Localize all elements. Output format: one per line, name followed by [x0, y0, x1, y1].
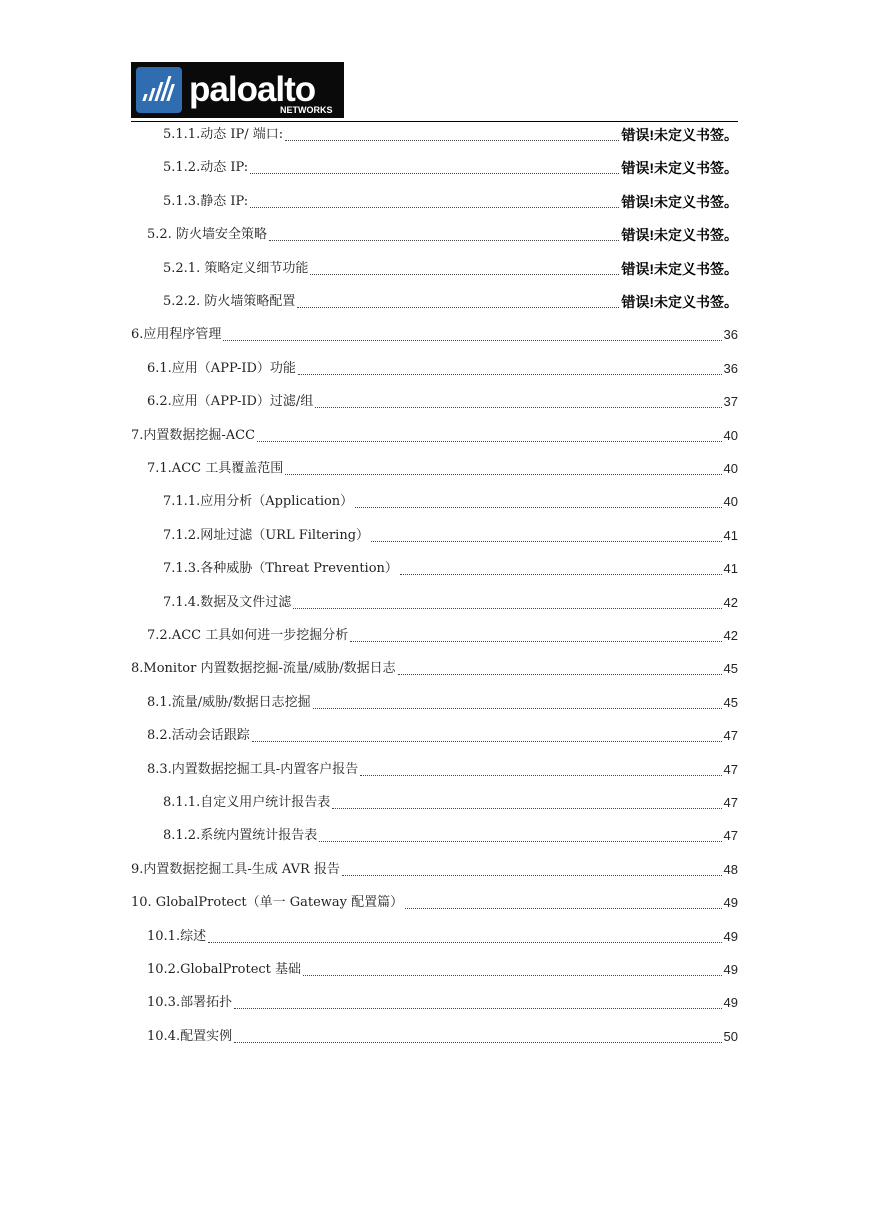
toc-entry[interactable]: [147, 926, 738, 946]
toc-entry[interactable]: [163, 258, 738, 278]
toc-entry[interactable]: [147, 391, 738, 411]
toc-entry-title: 8.1.流量/威胁/数据日志挖掘: [147, 694, 311, 710]
toc-entry-error-text: 错误!未定义书签。: [621, 193, 738, 210]
toc-dot-leader: [234, 1028, 721, 1043]
toc-entry[interactable]: [131, 859, 738, 879]
toc-entry-title: 10.1.综述: [147, 928, 207, 944]
toc-entry[interactable]: [163, 558, 738, 578]
toc-entry-title: 7.1.ACC 工具覆盖范围: [147, 461, 284, 476]
toc-entry-title: 10.3.部署拓扑: [147, 995, 233, 1011]
toc-dot-leader: [405, 894, 721, 909]
toc-entry-title: 10.2.GlobalProtect 基础: [147, 962, 302, 977]
toc-entry-page-number: 42: [723, 628, 738, 643]
toc-entry[interactable]: [163, 592, 738, 612]
paloalto-networks-logo: [131, 62, 344, 118]
toc-dot-leader: [371, 527, 721, 542]
toc-entry-title: 6.1.应用（APP-ID）功能: [147, 360, 296, 376]
toc-entry-page-number: 42: [723, 594, 738, 610]
header-divider: [131, 121, 738, 122]
toc-dot-leader: [223, 326, 721, 341]
toc-dot-leader: [285, 126, 619, 141]
toc-entry[interactable]: [147, 625, 738, 645]
toc-entry-title: 8.1.1.自定义用户统计报告表: [163, 795, 331, 810]
toc-dot-leader: [285, 460, 721, 475]
toc-dot-leader: [360, 761, 721, 776]
toc-entry-error-text: 错误!未定义书签。: [621, 294, 738, 310]
toc-dot-leader: [319, 827, 721, 842]
toc-entry[interactable]: [147, 692, 738, 712]
toc-entry-title: 7.2.ACC 工具如何进一步挖掘分析: [147, 628, 349, 643]
toc-entry[interactable]: [147, 992, 738, 1012]
toc-dot-leader: [297, 293, 619, 308]
toc-dot-leader: [342, 861, 722, 876]
toc-entry-page-number: 49: [723, 928, 738, 944]
toc-dot-leader: [234, 994, 721, 1009]
toc-entry-page-number: 45: [723, 661, 738, 677]
toc-entry-error-text: 错误!未定义书签。: [621, 160, 738, 177]
toc-entry-title: 7.1.3.各种威胁（Threat Prevention）: [163, 561, 398, 577]
toc-dot-leader: [208, 928, 721, 943]
toc-dot-leader: [269, 226, 619, 241]
toc-entry[interactable]: [163, 525, 738, 545]
toc-entry-title: 6.应用程序管理: [131, 327, 222, 343]
toc-entry-page-number: 40: [723, 461, 738, 476]
toc-entry[interactable]: [163, 792, 738, 812]
toc-entry-page-number: 45: [723, 694, 738, 710]
toc-entry-page-number: 47: [723, 761, 738, 777]
toc-entry[interactable]: [147, 1026, 738, 1046]
toc-entry-title: 5.2. 防火墙安全策略: [147, 227, 267, 243]
toc-entry[interactable]: [163, 157, 738, 177]
toc-dot-leader: [293, 594, 721, 609]
toc-entry-error-text: 错误!未定义书签。: [621, 260, 738, 277]
toc-entry-page-number: 47: [723, 828, 738, 844]
toc-entry[interactable]: [147, 759, 738, 779]
toc-entry-page-number: 48: [723, 861, 738, 877]
toc-dot-leader: [252, 727, 722, 742]
logo-sub-text: NETWORKS: [280, 105, 333, 115]
toc-entry[interactable]: [131, 892, 738, 912]
toc-dot-leader: [257, 427, 721, 442]
toc-entry[interactable]: [147, 959, 738, 979]
toc-entry-title: 8.1.2.系统内置统计报告表: [163, 828, 318, 844]
toc-entry-page-number: 47: [723, 728, 738, 744]
toc-entry[interactable]: [131, 658, 738, 678]
toc-entry-title: 7.1.4.数据及文件过滤: [163, 594, 292, 610]
toc-entry[interactable]: [147, 725, 738, 745]
toc-entry-page-number: 36: [723, 327, 738, 343]
toc-entry-title: 5.2.1. 策略定义细节功能: [163, 260, 309, 276]
toc-dot-leader: [398, 660, 722, 675]
toc-dot-leader: [350, 627, 721, 642]
toc-entry[interactable]: [131, 324, 738, 344]
toc-entry-error-text: 错误!未定义书签。: [621, 227, 738, 244]
toc-entry-title: 7.1.2.网址过滤（URL Filtering）: [163, 527, 370, 543]
toc-entry-title: 10.4.配置实例: [147, 1028, 233, 1044]
toc-entry-title: 7.内置数据挖掘-ACC: [131, 427, 256, 443]
toc-entry[interactable]: [163, 491, 738, 511]
toc-entry-page-number: 37: [723, 394, 738, 410]
toc-entry-page-number: 36: [723, 360, 738, 376]
toc-entry[interactable]: [147, 358, 738, 378]
toc-entry-title: 8.2.活动会话跟踪: [147, 728, 250, 744]
toc-entry-title: 8.3.内置数据挖掘工具-内置客户报告: [147, 761, 359, 777]
toc-entry-title: 5.1.2.动态 IP:: [163, 160, 249, 176]
toc-entry[interactable]: [163, 291, 738, 311]
toc-entry-page-number: 40: [723, 494, 738, 510]
toc-entry-page-number: 40: [723, 427, 738, 443]
toc-entry-title: 10. GlobalProtect（单一 Gateway 配置篇）: [131, 895, 404, 911]
toc-entry-title: 5.1.3.静态 IP:: [163, 193, 249, 209]
logo-graphic: [131, 62, 344, 118]
toc-dot-leader: [310, 260, 619, 275]
toc-dot-leader: [315, 393, 721, 408]
toc-entry-page-number: 49: [723, 895, 738, 911]
toc-dot-leader: [250, 159, 619, 174]
toc-dot-leader: [298, 360, 722, 375]
toc-entry-page-number: 49: [723, 962, 738, 977]
logo-main-text: paloalto: [189, 70, 316, 109]
toc-entry-page-number: 49: [723, 995, 738, 1011]
toc-dot-leader: [332, 794, 721, 809]
toc-entry-page-number: 47: [723, 795, 738, 810]
toc-entry[interactable]: [131, 425, 738, 445]
toc-entry[interactable]: [163, 124, 738, 144]
toc-entry-page-number: 41: [723, 527, 738, 543]
toc-entry-page-number: 50: [723, 1028, 738, 1044]
toc-entry[interactable]: [147, 458, 738, 478]
toc-entry-title: 9.内置数据挖掘工具-生成 AVR 报告: [131, 861, 340, 877]
toc-dot-leader: [400, 560, 722, 575]
toc-entry-error-text: 错误!未定义书签。: [621, 127, 738, 143]
toc-entry[interactable]: [163, 825, 738, 845]
toc-entry[interactable]: [163, 191, 738, 211]
toc-entry-title: 7.1.1.应用分析（Application）: [163, 494, 354, 510]
toc-dot-leader: [303, 961, 722, 976]
toc-entry-title: 8.Monitor 内置数据挖掘-流量/威胁/数据日志: [131, 661, 396, 677]
toc-dot-leader: [355, 493, 721, 508]
toc-dot-leader: [250, 193, 619, 208]
toc-entry-title: 5.1.1.动态 IP/ 端口:: [163, 127, 284, 142]
toc-dot-leader: [313, 694, 722, 709]
toc-entry-title: 5.2.2. 防火墙策略配置: [163, 294, 296, 309]
toc-entry-page-number: 41: [723, 561, 738, 577]
toc-entry[interactable]: [147, 224, 738, 244]
toc-entry-title: 6.2.应用（APP-ID）过滤/组: [147, 394, 314, 410]
